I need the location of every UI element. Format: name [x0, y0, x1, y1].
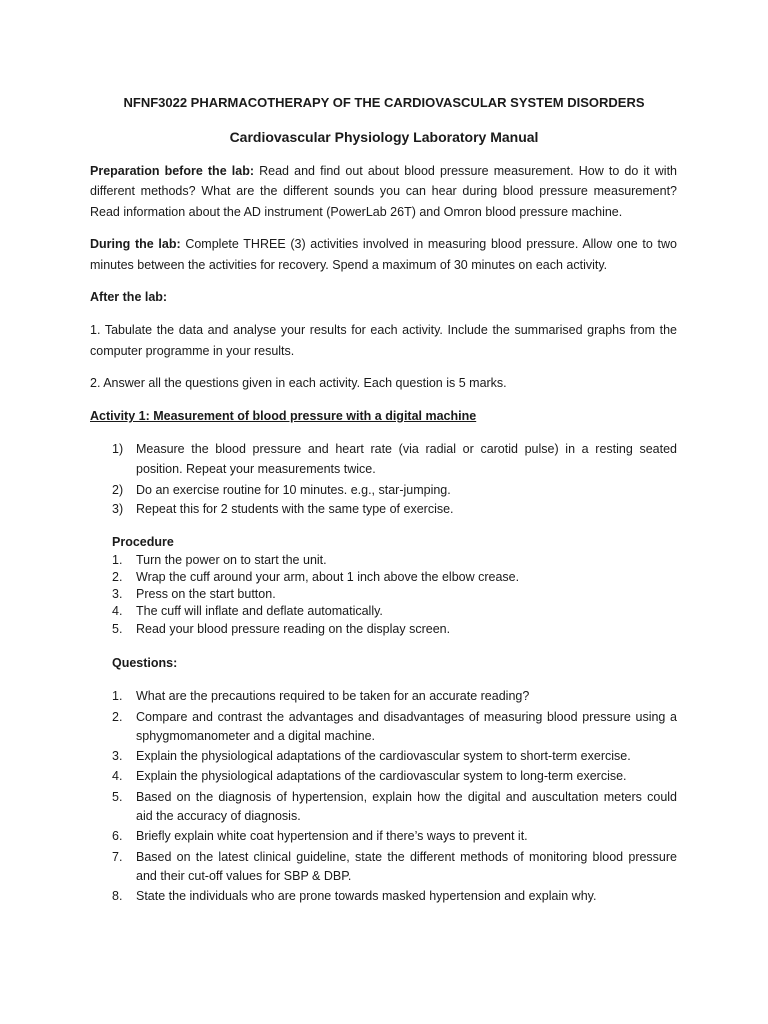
prep-line-1: Preparation before the lab: Read and find out about blood pressure measurement. How to do it with: [90, 164, 677, 178]
procedure-number: 3.: [112, 587, 123, 601]
procedure-number: 4.: [112, 604, 123, 618]
procedure-text: Press on the start button.: [136, 587, 276, 601]
question-number: 4.: [112, 769, 123, 783]
question-text: Based on the diagnosis of hypertension, explain how the digital and auscultation meters could: [136, 790, 677, 804]
question-text: What are the precautions required to be taken for an accurate reading?: [136, 689, 530, 703]
procedure-text: Turn the power on to start the unit.: [136, 553, 327, 567]
after-item-1-line-2: computer programme in your results.: [90, 344, 295, 358]
procedure-number: 2.: [112, 570, 123, 584]
procedure-text: The cuff will inflate and deflate automatically.: [136, 604, 383, 618]
question-number: 6.: [112, 829, 123, 843]
question-number: 7.: [112, 850, 123, 864]
activity-heading: Activity 1: Measurement of blood pressure with a digital machine: [90, 409, 477, 423]
manual-title: Cardiovascular Physiology Laboratory Manual: [229, 129, 539, 145]
question-text: Based on the latest clinical guideline, state the different methods of monitoring blood pressure: [136, 850, 677, 864]
procedure-heading: Procedure: [112, 535, 174, 549]
during-line-2: minutes between the activities for recovery. Spend a maximum of 30 minutes on each activity.: [90, 258, 608, 272]
procedure-text: Wrap the cuff around your arm, about 1 inch above the elbow crease.: [136, 570, 520, 584]
question-number: 5.: [112, 790, 123, 804]
procedure-number: 1.: [112, 553, 123, 567]
questions-heading: Questions:: [112, 656, 178, 670]
question-text: Explain the physiological adaptations of the cardiovascular system to long-term exercise.: [136, 769, 627, 783]
question-text: Explain the physiological adaptations of the cardiovascular system to short-term exercise.: [136, 749, 631, 763]
step-text: Repeat this for 2 students with the same type of exercise.: [136, 502, 454, 516]
prep-line-3: Read information about the AD instrument (PowerLab 26T) and Omron blood pressure machine.: [90, 205, 623, 219]
prep-line-2: different methods? What are the different sounds you can hear during blood pressure measurement?: [90, 184, 677, 198]
step-number: 1): [112, 442, 124, 456]
after-item-2: 2. Answer all the questions given in each activity. Each question is 5 marks.: [90, 376, 507, 390]
question-text: sphygmomanometer and a digital machine.: [136, 729, 376, 743]
step-number: 2): [112, 483, 124, 497]
step-number: 3): [112, 502, 124, 516]
question-number: 2.: [112, 710, 123, 724]
question-text: Briefly explain white coat hypertension and if there’s ways to prevent it.: [136, 829, 528, 843]
question-number: 3.: [112, 749, 123, 763]
during-line-1: During the lab: Complete THREE (3) activities involved in measuring blood pressure. Allow one to two: [90, 237, 677, 251]
step-text: Do an exercise routine for 10 minutes. e.g., star-jumping.: [136, 483, 451, 497]
question-text: and their cut-off values for SBP & DBP.: [136, 869, 352, 883]
question-text: aid the accuracy of diagnosis.: [136, 809, 301, 823]
step-text: position. Repeat your measurements twice.: [136, 462, 376, 476]
question-number: 8.: [112, 889, 123, 903]
after-heading: After the lab:: [90, 290, 168, 304]
question-number: 1.: [112, 689, 123, 703]
procedure-text: Read your blood pressure reading on the display screen.: [136, 622, 451, 636]
procedure-number: 5.: [112, 622, 123, 636]
step-text: Measure the blood pressure and heart rate (via radial or carotid pulse) in a resting seated: [136, 442, 677, 456]
prep-heading: Preparation before the lab:: [90, 164, 254, 178]
course-title: NFNF3022 PHARMACOTHERAPY OF THE CARDIOVASCULAR SYSTEM DISORDERS: [123, 95, 645, 110]
question-text: State the individuals who are prone towards masked hypertension and explain why.: [136, 889, 597, 903]
during-heading: During the lab:: [90, 237, 181, 251]
after-item-1-line-1: 1. Tabulate the data and analyse your results for each activity. Include the summarised graphs from the: [90, 323, 677, 337]
question-text: Compare and contrast the advantages and disadvantages of measuring blood pressure using a: [136, 710, 677, 724]
